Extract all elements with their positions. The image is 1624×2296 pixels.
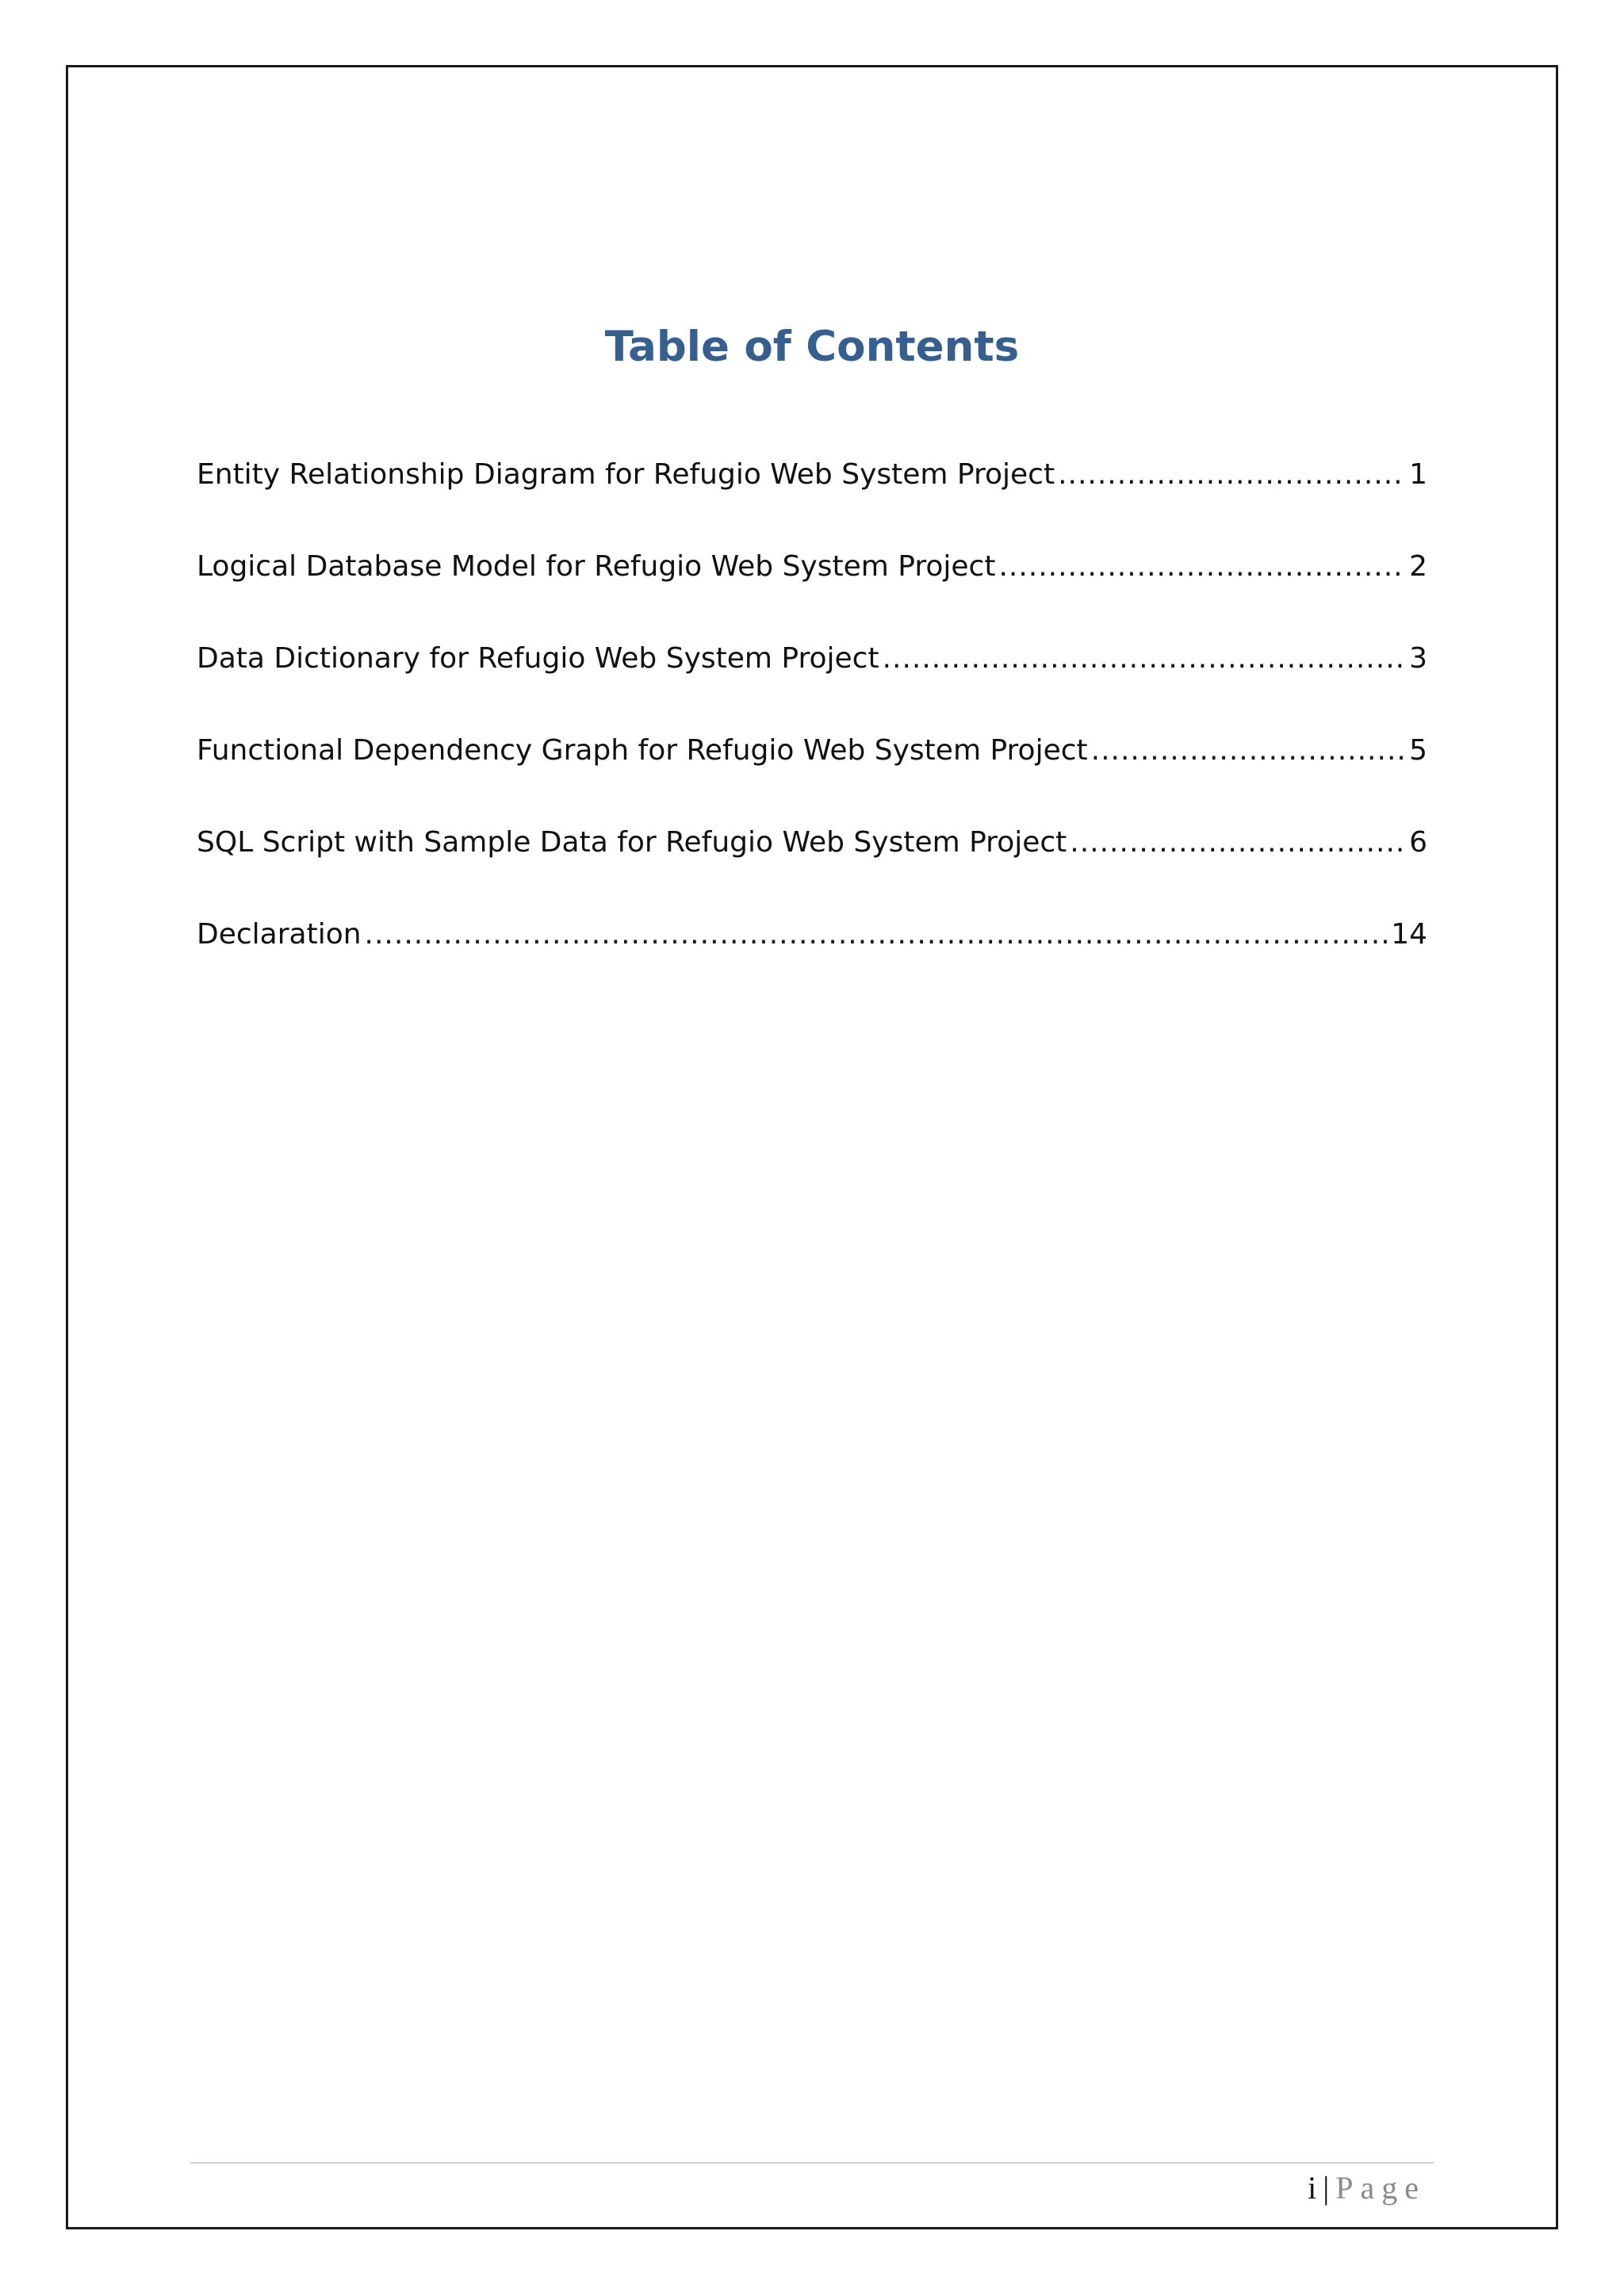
toc-entry-label: Functional Dependency Graph for Refugio Web System Project [197,734,1088,767]
toc-entry-page-number: 1 [1409,458,1427,491]
toc-entry-page-number: 14 [1391,918,1427,951]
toc-entry-page-number: 6 [1409,826,1427,859]
toc-leader-dots [1070,826,1406,859]
toc-entry-declaration[interactable] [197,918,1427,1010]
toc-entry-page-number: 2 [1409,550,1427,583]
toc-list [197,458,1427,1010]
toc-entry-logical-database-model[interactable] [197,550,1427,642]
toc-entry-page-number: 5 [1409,734,1427,767]
toc-entry-data-dictionary[interactable] [197,642,1427,734]
toc-entry-label: Entity Relationship Diagram for Refugio Web System Project [197,458,1055,491]
footer-divider [190,2162,1434,2164]
footer-page-indicator [1308,2168,1426,2208]
page-title: Table of Contents [604,323,1020,371]
footer-separator: | [1323,2170,1330,2206]
toc-entry-label: SQL Script with Sample Data for Refugio Web System Project [197,826,1067,859]
toc-entry-functional-dependency-graph[interactable] [197,734,1427,826]
footer-page-word: Page [1335,2170,1426,2206]
toc-leader-dots [998,550,1406,583]
toc-entry-sql-script[interactable] [197,826,1427,918]
toc-leader-dots [883,642,1407,675]
toc-leader-dots [1058,458,1406,491]
toc-entry-label: Declaration [197,918,362,951]
toc-entry-label: Logical Database Model for Refugio Web System Project [197,550,996,583]
footer-page-number: i [1308,2170,1317,2206]
toc-leader-dots [1091,734,1406,767]
toc-entry-page-number: 3 [1409,642,1427,675]
toc-entry-entity-relationship-diagram[interactable] [197,458,1427,550]
toc-leader-dots [365,918,1388,951]
toc-entry-label: Data Dictionary for Refugio Web System Project [197,642,879,675]
page-border [66,65,1558,2229]
